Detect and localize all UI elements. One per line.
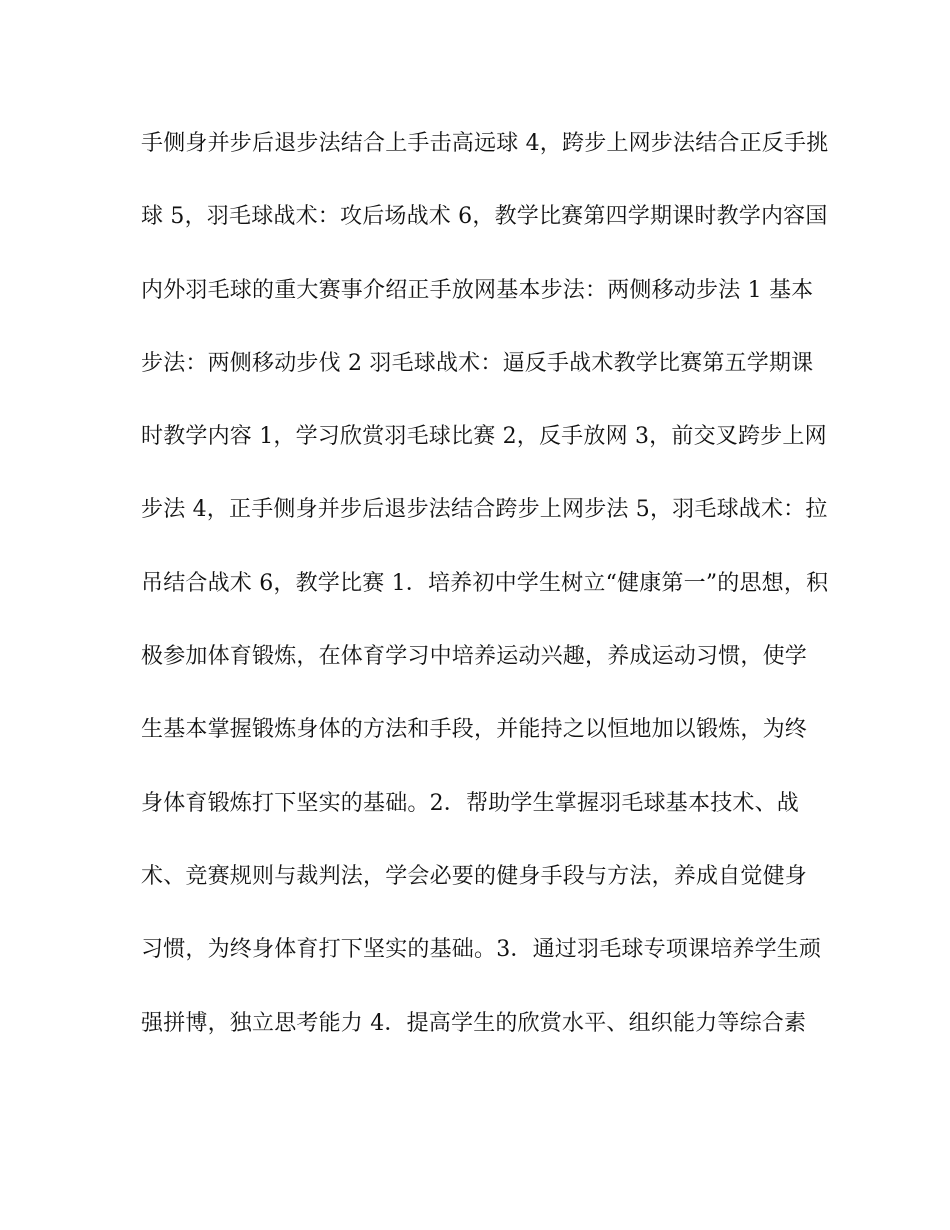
text-line: 时教学内容 1，学习欣赏羽毛球比赛 2，反手放网 3，前交叉跨步上网 (141, 424, 827, 450)
text-line: 手侧身并步后退步法结合上手击高远球 4，跨步上网步法结合正反手挑 (141, 131, 829, 156)
text-line: 内外羽毛球的重大赛事介绍正手放网基本步法：两侧移动步法 1 基本 (141, 277, 814, 303)
text-line: 习惯，为终身体育打下坚实的基础。3．通过羽毛球专项课培养学生顽 (141, 937, 822, 963)
body-text (141, 124, 829, 1077)
text-line: 术、竞赛规则与裁判法，学会必要的健身手段与方法，养成自觉健身 (141, 863, 808, 889)
text-line: 球 5，羽毛球战术：攻后场战术 6，教学比赛第四学期课时教学内容国 (141, 204, 828, 230)
text-line: 步法 4，正手侧身并步后退步法结合跨步上网步法 5，羽毛球战术：拉 (141, 497, 828, 523)
text-line: 极参加体育锻炼，在体育学习中培养运动兴趣，养成运动习惯，使学 (141, 644, 808, 670)
text-line: 身体育锻炼打下坚实的基础。2．帮助学生掌握羽毛球基本技术、战 (141, 790, 799, 816)
text-line: 生基本掌握锻炼身体的方法和手段，并能持之以恒地加以锻炼，为终 (141, 717, 808, 743)
text-line: 吊结合战术 6，教学比赛 1．培养初中学生树立“健康第一”的思想，积 (141, 570, 829, 596)
text-line: 强拼博，独立思考能力 4．提高学生的欣赏水平、组织能力等综合素 (141, 1010, 807, 1036)
text-line: 步法：两侧移动步伐 2 羽毛球战术：逼反手战术教学比赛第五学期课 (141, 350, 814, 376)
